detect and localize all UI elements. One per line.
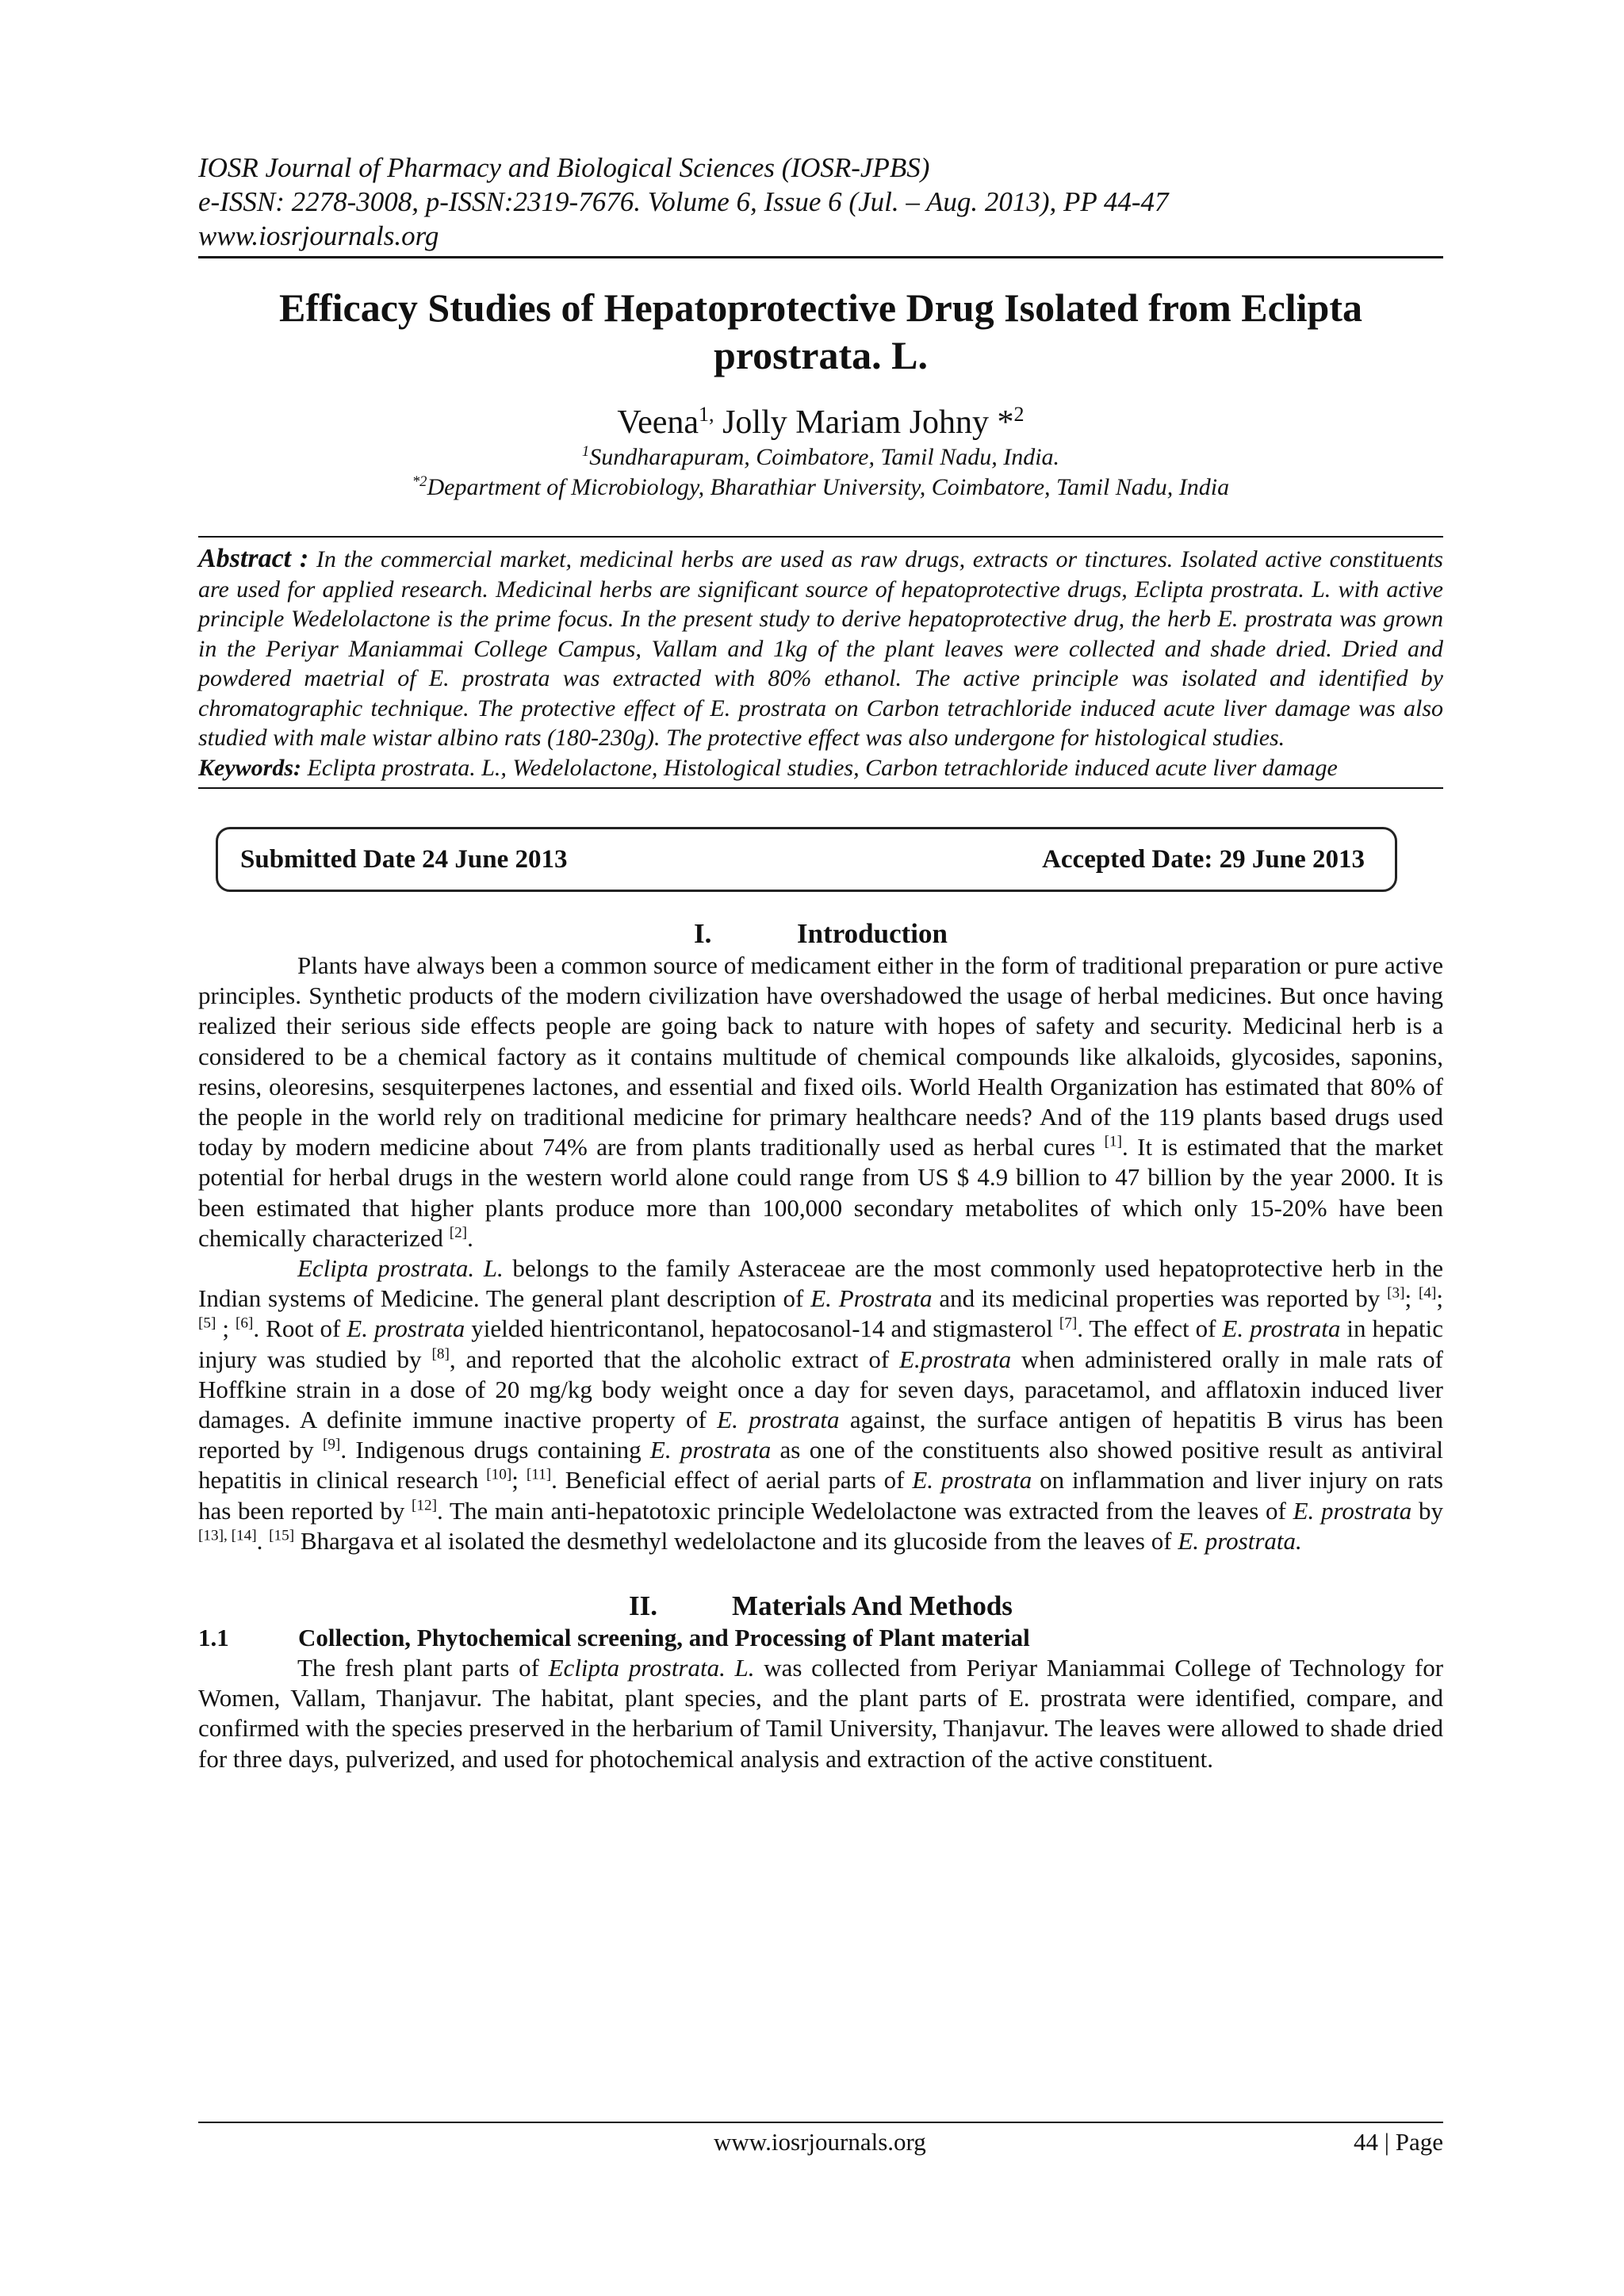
species-name: E. prostrata [912,1466,1032,1494]
section-1-heading [198,917,1443,951]
text-run: ; [511,1466,527,1494]
citation: [7] [1059,1315,1078,1333]
species-name: E.prostrata [899,1345,1012,1373]
citation: [8] [431,1345,450,1363]
citation: [2] [449,1224,468,1242]
subsection-1-1-heading [198,1623,1443,1653]
text-run: when administered orally in male rats of Hoffkine strain in a dose of 20 mg/kg body weight once a day for seven days, paracetamol, and afflatoxin induced liver damages. A definite immune inactive property of [198,1345,1443,1434]
subsection-number: 1.1 [198,1624,229,1652]
abstract [198,544,1443,753]
species-name: E. prostrata [347,1314,465,1343]
affiliation-1 [198,442,1443,473]
text-run: against, the surface antigen of hepatitis B virus has been reported by [198,1406,1444,1464]
text-run: Plants have always been a common source of medicament either in the form of traditional preparation or pure active principles. Synthetic products of the modern civilization have overshadowed the usage of herbal medicines. But once having realized their serious side effects people are going back to nature with hopes of safety and security. Medicinal herb is a considered to be a chemical factory as it contains multitude of chemical compounds like alkaloids, glycosides, saponins, resins, oleoresins, sesquiterpenes lactones, and essential and fixed oils. World Health Organization has estimated that 80% of the people in the world rely on traditional medicine for primary healthcare needs? And of the 119 plants based drugs used today by modern medicine about 74% are from plants traditionally used as herbal cures [198,951,1443,1161]
citation: [1] [1104,1133,1123,1150]
section-2-heading [198,1590,1443,1623]
citation: [11] [526,1467,552,1484]
text-run: on inflammation and liver injury on rats has been reported by [198,1466,1443,1525]
text-run: Bhargava et al isolated the desmethyl wedelolactone and its glucoside from the leaves of [294,1526,1178,1555]
species-name: Eclipta prostrata. L. [548,1654,755,1682]
text-run: The fresh plant parts of [297,1654,549,1682]
dates-box [216,827,1397,892]
subsection-title: Collection, Phytochemical screening, and Processing of Plant material [298,1624,1030,1652]
citation: [9] [322,1436,341,1453]
paper-page [198,151,1443,1774]
keywords [198,753,1443,783]
keywords-text: Eclipta prostrata. L., Wedelolactone, Histological studies, Carbon tetrachloride induced acute liver damage [301,754,1338,781]
text-run: yielded hientricontanol, hepatocosanol-14 and stigmasterol [465,1314,1059,1343]
citation: [3] [1387,1284,1405,1302]
citation: [13], [14] [198,1527,257,1544]
intro-paragraph-1 [198,951,1443,1253]
abstract-label: Abstract : [198,544,309,573]
species-name: E. prostrata [649,1436,772,1464]
section-2-number: II. [629,1590,658,1622]
affiliation-1-text: Sundharapuram, Coimbatore, Tamil Nadu, India. [589,444,1060,470]
abstract-bottom-rule [198,787,1443,789]
text-run: . Beneficial effect of aerial parts of [551,1466,913,1494]
author-1-sup: 1, [699,403,714,426]
accepted-date: Accepted Date: 29 June 2013 [1042,844,1365,874]
page-footer [198,2128,1443,2160]
author-2-sup: 2 [1013,403,1025,426]
affiliation-2-text: Department of Microbiology, Bharathiar University, Coimbatore, Tamil Nadu, India [427,474,1230,500]
footer-website[interactable]: www.iosrjournals.org [714,2128,926,2156]
text-run: belongs to the family Asteraceae are the most commonly used hepatoprotective herb in the Indian systems of Medicine. The general plant description of [198,1254,1444,1313]
intro-paragraph-2 [198,1253,1443,1556]
footer-rule [198,2122,1443,2123]
citation: [12] [411,1497,437,1514]
text-run: ; [216,1314,236,1343]
page-number: 44 | Page [1354,2128,1443,2156]
species-name: E. prostrata. [1178,1526,1302,1555]
abstract-top-rule [198,536,1443,538]
species-name: E. Prostrata [810,1284,933,1313]
text-run: . Indigenous drugs containing [340,1436,650,1464]
citation: [5] [198,1315,216,1333]
affiliation-2-sup: *2 [412,473,427,490]
text-run: as one of the constituents also showed positive result as antiviral hepatitis in clinical research [198,1436,1444,1494]
author-1: Veena [617,404,699,441]
paper-title: Efficacy Studies of Hepatoprotective Drug Isolated from Eclipta prostrata. L. [278,285,1363,377]
species-name: E. prostrata [1293,1496,1412,1525]
journal-header [198,151,1443,253]
species-name: E. prostrata [1222,1314,1341,1343]
header-rule [198,256,1443,258]
text-run: by [1411,1496,1443,1525]
methods-body [198,1653,1443,1774]
text-run: . The main anti-hepatotoxic principle Wedelolactone was extracted from the leaves of [436,1496,1293,1525]
text-run: and its medicinal properties was reported by [932,1284,1388,1313]
citation: [4] [1418,1284,1437,1302]
text-run: , and reported that the alcoholic extract of [449,1345,900,1373]
submitted-date: Submitted Date 24 June 2013 [240,844,568,874]
text-run: . Root of [253,1314,347,1343]
text-run: ; [1404,1284,1419,1313]
introduction-body [198,951,1443,1556]
citation: [10] [486,1467,512,1484]
text-run: in hepatic injury was studied by [198,1314,1443,1373]
authors [198,403,1443,442]
keywords-label: Keywords: [198,754,301,781]
species-name: E. prostrata [717,1406,840,1434]
text-run: . [467,1223,473,1252]
section-1-number: I. [694,918,712,949]
citation: [15] [269,1527,295,1544]
abstract-text: In the commercial market, medicinal herbs are used as raw drugs, extracts or tinctures. Isolated active constituents are used for applied research. Medicinal herbs are significant source of hepatoprotective drugs, Eclipta prostrata. L. with active principle Wedelolactone is the prime focus. In the present study to derive hepatoprotective drug, the herb E. prostrata was grown in the Periyar Maniammai College Campus, Vallam and 1kg of the plant leaves were collected and shade dried. Dried and powdered maetrial of E. prostrata was extracted with 80% ethanol. The active principle was isolated and identified by chromatographic technique. The protective effect of E. prostrata on Carbon tetrachloride induced acute liver damage was also studied with male wistar albino rats (180-230g). The protective effect was also undergone for histological studies. [198,546,1443,751]
journal-website[interactable]: www.iosrjournals.org [198,220,439,251]
text-run: . [256,1526,270,1555]
species-name: Eclipta prostrata. L. [297,1254,504,1283]
section-1-title: Introduction [797,918,948,949]
affiliation-1-sup: 1 [581,443,590,460]
affiliation-2 [198,473,1443,503]
section-2-title: Materials And Methods [732,1590,1013,1622]
text-run: ; [1436,1284,1443,1313]
author-2: Jolly Mariam Johny * [714,404,1014,441]
text-run: . It is estimated that the market potential for herbal drugs in the western world alone could range from US $ 4.9 billion to 47 billion by the year 2000. It is been estimated that higher plants produce more than 100,000 secondary metabolites of which only 15-20% have been chemically characterized [198,1133,1443,1252]
journal-name: IOSR Journal of Pharmacy and Biological Sciences (IOSR-JPBS) [198,152,930,183]
methods-paragraph-1 [198,1653,1443,1774]
issn-line: e-ISSN: 2278-3008, p-ISSN:2319-7676. Volume 6, Issue 6 (Jul. – Aug. 2013), PP 44-47 [198,186,1169,217]
citation: [6] [236,1315,254,1333]
text-run: . The effect of [1077,1314,1223,1343]
text-run: was collected from Periyar Maniammai College of Technology for Women, Vallam, Thanjavur. The habitat, plant species, and the plant parts of E. prostrata were identified, compare, and confirmed with the species preserved in the herbarium of Tamil University, Thanjavur. The leaves were allowed to shade dried for three days, pulverized, and used for photochemical analysis and extraction of the active constituent. [198,1654,1444,1773]
